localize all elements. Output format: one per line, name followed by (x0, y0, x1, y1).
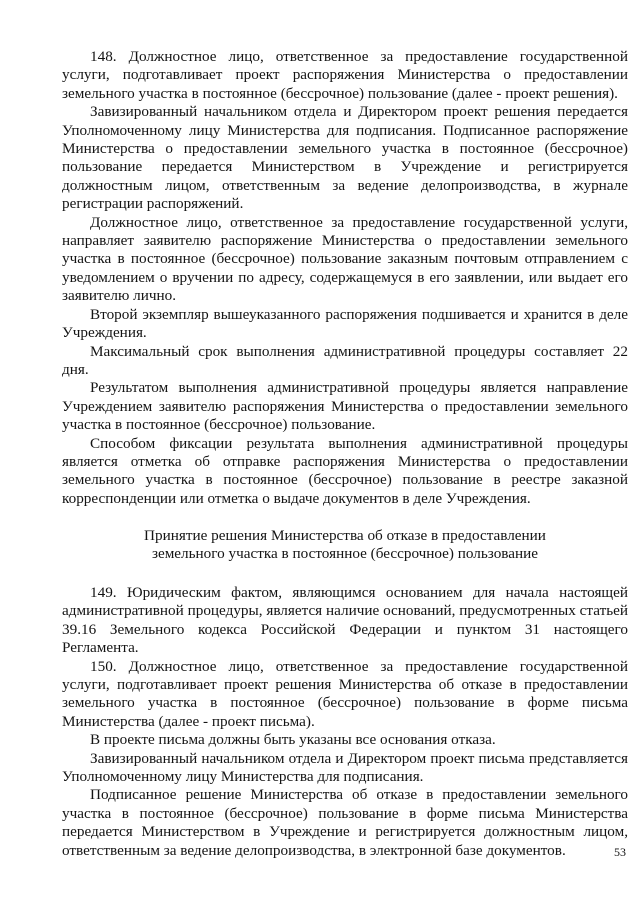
text-section-after-heading (62, 584, 628, 860)
paragraph-149: 149. Юридическим фактом, являющимся основанием для начала настоящей административной процедуры, является наличие оснований, предусмотренных статьей 39.16 Земельного кодекса Российской Федерации и пунктом 31 настоящего Регламента. (62, 584, 628, 657)
paragraph-letter-registration: Подписанное решение Министерства об отказе в предоставлении земельного участка в постоянное (бессрочное) пользование в форме письма Министерства передается Министерством в Учреждение и регистрируется должностным лицом, ответственным за ведение делопроизводства, в электронной базе документов. (62, 786, 628, 859)
section-heading (62, 527, 628, 564)
paragraph-148: 148. Должностное лицо, ответственное за предоставление государственной услуги, подготавливает проект распоряжения Министерства о предоставлении земельного участка в постоянное (бессрочное) пользование (далее - проект решения). (62, 48, 628, 102)
paragraph-result: Результатом выполнения административной процедуры является направление Учреждением заявителю распоряжения Министерства о предоставлении земельного участка в постоянное (бессрочное) пользование. (62, 379, 628, 434)
paragraph-refusal-grounds: В проекте письма должны быть указаны все основания отказа. (90, 731, 496, 749)
section-heading-line-2: земельного участка в постоянное (бессрочное) пользование (151, 545, 539, 563)
paragraph-sending-to-applicant: Должностное лицо, ответственное за предоставление государственной услуги, направляет заявителю распоряжение Министерства о предоставлении земельного участка в постоянное (бессрочное) пользование заказным почтовым отправлением с уведомлением о вручении по адресу, содержащемуся в его заявлении, или выдает его заявителю лично. (62, 213, 628, 305)
paragraph-150: 150. Должностное лицо, ответственное за предоставление государственной услуги, подготавливает проект решения Министерства об отказе в предоставлении земельного участка в постоянное (бессрочное) пользование в форме письма Министерства (далее - проект письма). (62, 657, 628, 730)
paragraph-fixation-method: Способом фиксации результата выполнения административной процедуры является отметка об отправке распоряжения Министерства о предоставлении земельного участка в постоянное (бессрочное) пользование в реестре заказной корреспонденции или отметка о выдаче документов в деле Учреждения. (62, 434, 628, 507)
text-section-before-heading (62, 48, 628, 508)
paragraph-second-copy: Второй экземпляр вышеуказанного распоряжения подшивается и хранится в деле Учреждения. (62, 305, 628, 342)
paragraph-max-duration: Максимальный срок выполнения административной процедуры составляет 22 дня. (62, 342, 628, 378)
section-heading-line-1: Принятие решения Министерства об отказе в предоставлении (144, 527, 546, 544)
page-number: 53 (614, 845, 626, 859)
paragraph-letter-approval: Завизированный начальником отдела и Директором проект письма представляется Уполномоченному лицу Министерства для подписания. (62, 749, 628, 786)
paragraph-approval-and-registration: Завизированный начальником отдела и Директором проект решения передается Уполномоченному лицу Министерства для подписания. Подписанное распоряжение Министерства о предоставлении земельного участка в постоянное (бессрочное) пользование передается Министерством в Учреждение и регистрируется должностным лицом, ответственным за ведение делопроизводства, в журнале регистрации распоряжений. (62, 103, 628, 213)
